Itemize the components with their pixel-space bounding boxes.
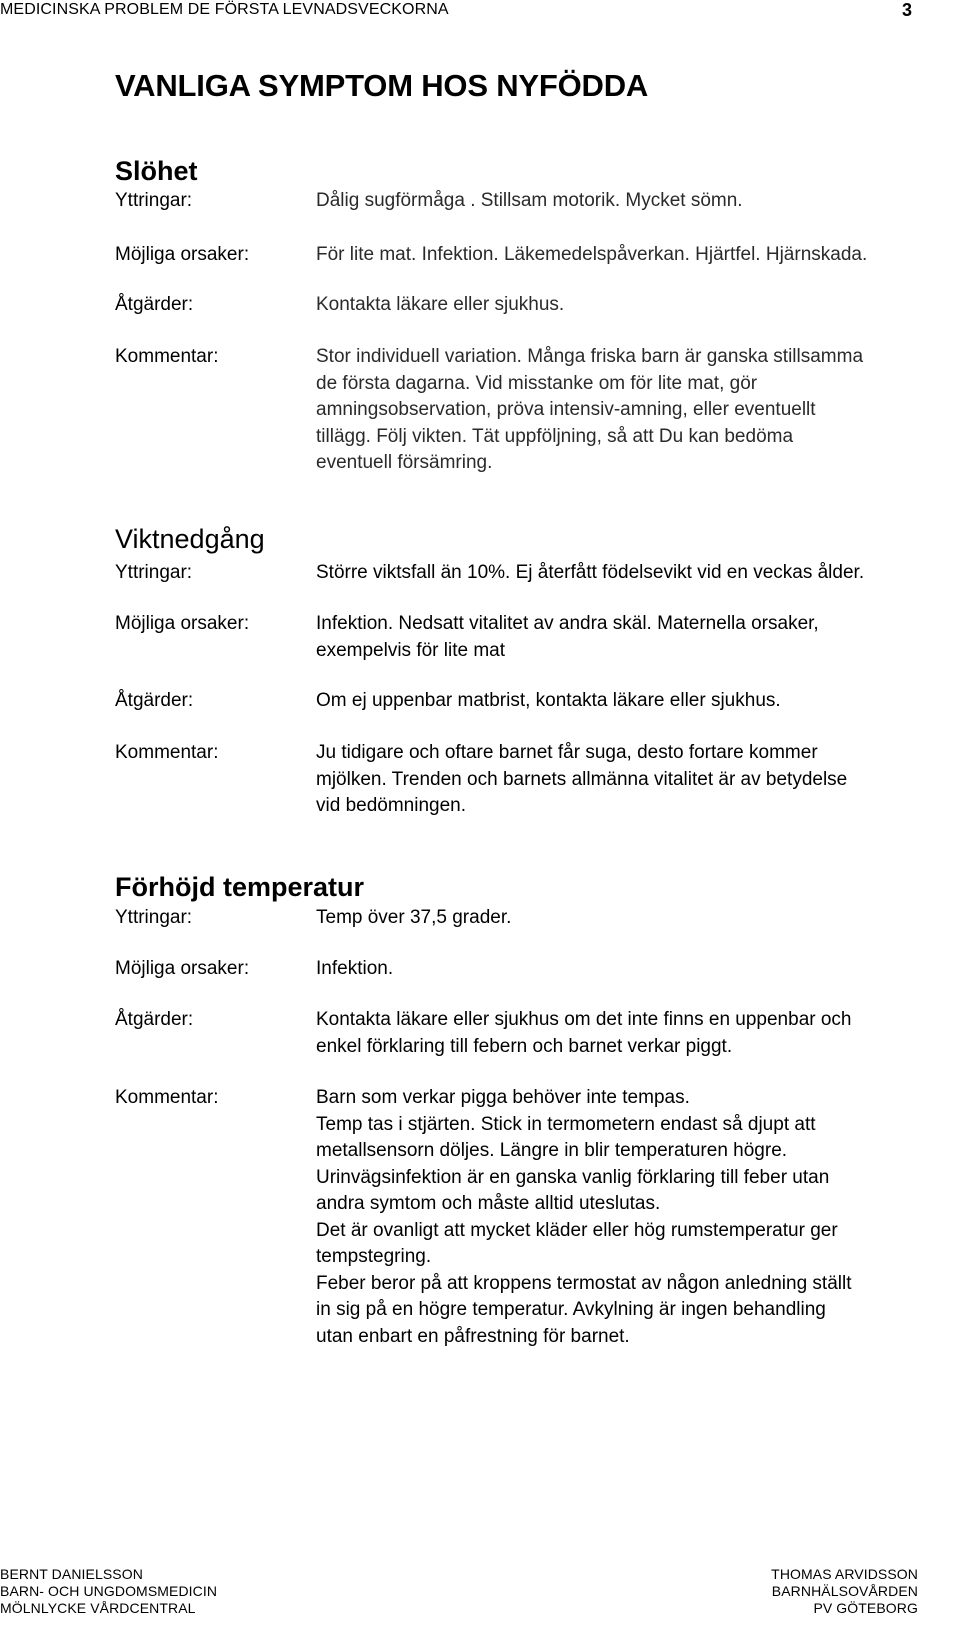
kommentar-text: Ju tidigare och oftare barnet får suga, desto fortare kommer mjölken. Trenden och barnets allmänna vitalitet är av betydelse vid bedömningen. xyxy=(316,742,848,816)
section-title: Slöhet xyxy=(115,156,198,186)
atgarder-label: Åtgärder: xyxy=(115,294,194,315)
footer-author-right: THOMAS ARVIDSSON BARNHÄLSOVÅRDEN PV GÖTEBORG xyxy=(771,1566,918,1616)
yttringar-text: Större viktsfall än 10%. Ej återfått födelsevikt vid en veckas ålder. xyxy=(316,562,865,583)
atgarder-label: Åtgärder: xyxy=(115,1009,194,1030)
atgarder-label: Åtgärder: xyxy=(115,690,194,711)
orsaker-label: Möjliga orsaker: xyxy=(115,958,250,979)
yttringar-text: Temp över 37,5 grader. xyxy=(316,907,512,928)
page-title: VANLIGA SYMPTOM HOS NYFÖDDA xyxy=(115,68,649,103)
kommentar-label: Kommentar: xyxy=(115,1087,219,1108)
yttringar-label: Yttringar: xyxy=(115,562,193,583)
yttringar-label: Yttringar: xyxy=(115,907,193,928)
running-header: MEDICINSKA PROBLEM DE FÖRSTA LEVNADSVECKORNA xyxy=(0,1,449,18)
kommentar-text: Stor individuell variation. Många friska barn är ganska stillsamma de första dagarna. Vid misstanke om för lite mat, gör amningsobservation, pröva intensiv-amning, eller eventuellt tillägg. Följ vikten. Tät uppföljning, så att Du kan bedöma eventuell försämring. xyxy=(316,346,864,473)
footer-author-left: BERNT DANIELSSON BARN- OCH UNGDOMSMEDICIN MÖLNLYCKE VÅRDCENTRAL xyxy=(0,1566,218,1616)
page-number: 3 xyxy=(902,0,913,20)
section-title: Förhöjd temperatur xyxy=(115,872,365,902)
orsaker-label: Möjliga orsaker: xyxy=(115,613,250,634)
yttringar-label: Yttringar: xyxy=(115,190,193,211)
kommentar-label: Kommentar: xyxy=(115,346,219,367)
orsaker-text: Infektion. Nedsatt vitalitet av andra skäl. Maternella orsaker, exempelvis för lite mat xyxy=(316,613,819,661)
orsaker-text: För lite mat. Infektion. Läkemedelspåverkan. Hjärtfel. Hjärnskada. xyxy=(316,244,868,265)
atgarder-text: Kontakta läkare eller sjukhus. xyxy=(316,294,565,315)
kommentar-label: Kommentar: xyxy=(115,742,219,763)
orsaker-text: Infektion. xyxy=(316,958,394,979)
atgarder-text: Kontakta läkare eller sjukhus om det inte finns en uppenbar och enkel förklaring till febern och barnet verkar piggt. xyxy=(316,1009,852,1057)
kommentar-text: Barn som verkar pigga behöver inte tempas. Temp tas i stjärten. Stick in termometern endast så djupt att metallsensorn döljes. Längre in blir temperaturen högre. Urinvägsinfektion är en ganska vanlig förklaring till feber utan andra symtom och måste alltid uteslutas. Det är ovanligt att mycket kläder eller hög rumstemperatur ger tempstegring. Feber beror på att kroppens termostat av någon anledning ställt in sig på en högre temperatur. Avkylning är ingen behandling utan enbart en påfrestning för barnet. xyxy=(316,1087,852,1347)
atgarder-text: Om ej uppenbar matbrist, kontakta läkare eller sjukhus. xyxy=(316,690,781,711)
section-title: Viktnedgång xyxy=(115,524,265,554)
orsaker-label: Möjliga orsaker: xyxy=(115,244,250,265)
yttringar-text: Dålig sugförmåga . Stillsam motorik. Mycket sömn. xyxy=(316,190,743,211)
